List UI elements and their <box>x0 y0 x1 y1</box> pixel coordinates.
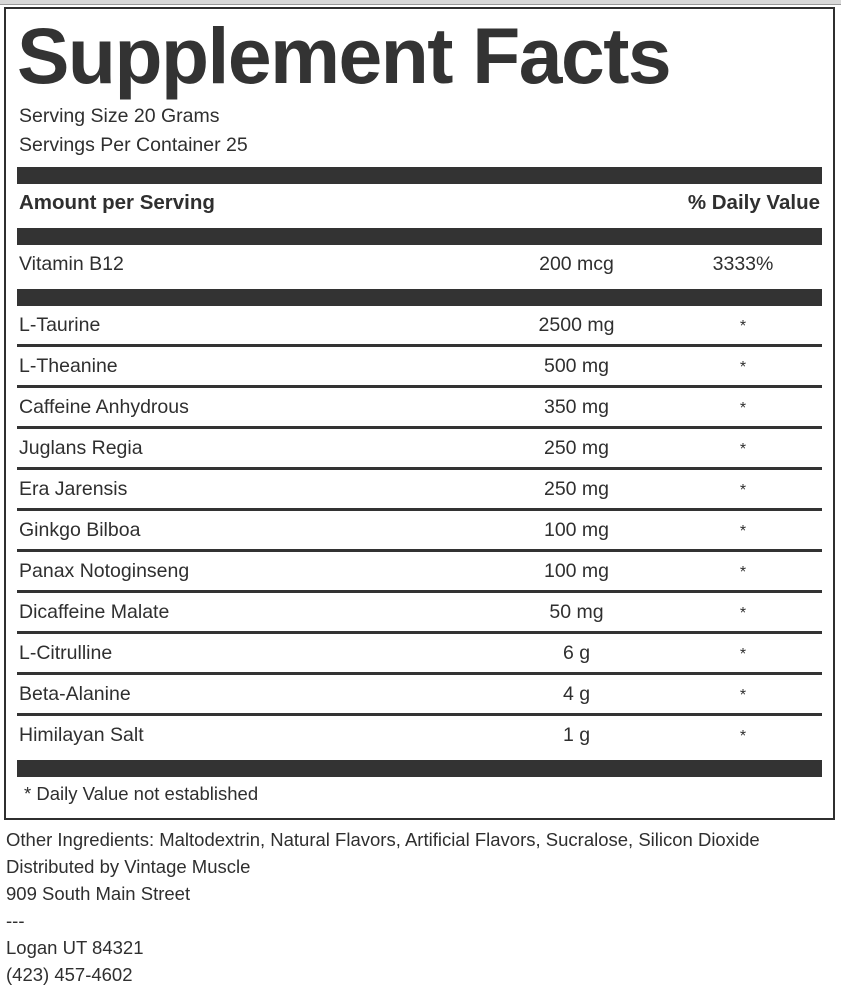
table-row <box>17 470 822 508</box>
table-row <box>17 552 822 590</box>
page-title: Supplement Facts <box>17 11 671 100</box>
divider-thick-top <box>17 167 822 184</box>
nutrient-name: Dicaffeine Malate <box>19 601 170 624</box>
table-row <box>17 675 822 713</box>
divider-thick-under-header <box>17 228 822 245</box>
nutrient-amount: 250 mg <box>543 478 610 501</box>
nutrient-name: L-Citrulline <box>19 642 113 665</box>
nutrient-amount: 6 g <box>562 642 591 665</box>
nutrient-daily-value: * <box>739 564 747 582</box>
nutrient-daily-value: * <box>739 687 747 705</box>
nutrient-name: Beta-Alanine <box>19 683 131 706</box>
serving-info <box>17 102 822 160</box>
nutrient-daily-value: * <box>739 728 747 746</box>
divider-thick-bottom <box>17 760 822 777</box>
nutrient-daily-value: 3333% <box>712 253 774 276</box>
table-row <box>17 347 822 385</box>
nutrient-amount: 500 mg <box>543 355 610 378</box>
nutrient-daily-value: * <box>739 646 747 664</box>
nutrient-name: Himilayan Salt <box>19 724 144 747</box>
nutrient-name: Era Jarensis <box>19 478 128 501</box>
nutrient-name: Panax Notoginseng <box>19 560 190 583</box>
table-row <box>17 306 822 344</box>
serving-size: Serving Size 20 Grams <box>19 105 220 128</box>
nutrient-daily-value: * <box>739 441 747 459</box>
nutrient-name: Ginkgo Bilboa <box>19 519 141 542</box>
nutrient-daily-value: * <box>739 523 747 541</box>
nutrient-amount: 250 mg <box>543 437 610 460</box>
nutrient-amount: 350 mg <box>543 396 610 419</box>
nutrient-name: Juglans Regia <box>19 437 143 460</box>
table-row <box>17 511 822 549</box>
other-ingredients: Other Ingredients: Maltodextrin, Natural Flavors, Artificial Flavors, Sucralose, Silicon Dioxide <box>6 829 760 850</box>
nutrient-amount: 4 g <box>562 683 591 706</box>
nutrient-amount: 50 mg <box>549 601 604 624</box>
table-row <box>17 634 822 672</box>
table-row <box>17 593 822 631</box>
daily-value-footnote: * Daily Value not established <box>24 783 259 805</box>
phone-number: (423) 457-4602 <box>6 964 133 985</box>
nutrient-amount: 1 g <box>562 724 591 747</box>
nutrient-amount: 100 mg <box>543 519 610 542</box>
nutrient-daily-value: * <box>739 359 747 377</box>
amount-per-serving-header: Amount per Serving <box>19 191 215 215</box>
nutrient-name: Vitamin B12 <box>19 253 124 276</box>
label-footer <box>6 826 835 988</box>
address-city-state-zip: Logan UT 84321 <box>6 937 144 958</box>
table-row <box>17 429 822 467</box>
nutrient-amount: 2500 mg <box>538 314 615 337</box>
address-street: 909 South Main Street <box>6 883 191 904</box>
nutrient-name: L-Taurine <box>19 314 101 337</box>
divider-thick-mid <box>17 289 822 306</box>
nutrient-daily-value: * <box>739 482 747 500</box>
address-separator: --- <box>6 910 25 931</box>
table-header-row <box>17 184 822 222</box>
distributed-by: Distributed by Vintage Muscle <box>6 856 251 877</box>
vitamin-rows <box>17 245 822 283</box>
table-row <box>17 388 822 426</box>
daily-value-header: % Daily Value <box>687 191 820 215</box>
ingredient-rows <box>17 306 822 754</box>
table-row <box>17 716 822 754</box>
nutrient-amount: 100 mg <box>543 560 610 583</box>
nutrient-name: Caffeine Anhydrous <box>19 396 189 419</box>
nutrient-daily-value: * <box>739 318 747 336</box>
nutrient-amount: 200 mcg <box>539 253 614 276</box>
nutrient-daily-value: * <box>739 400 747 418</box>
servings-per-container: Servings Per Container 25 <box>19 134 248 157</box>
supplement-facts-panel <box>4 7 835 820</box>
top-edge-strip <box>0 0 841 5</box>
nutrient-daily-value: * <box>739 605 747 623</box>
nutrient-name: L-Theanine <box>19 355 118 378</box>
table-row <box>17 245 822 283</box>
